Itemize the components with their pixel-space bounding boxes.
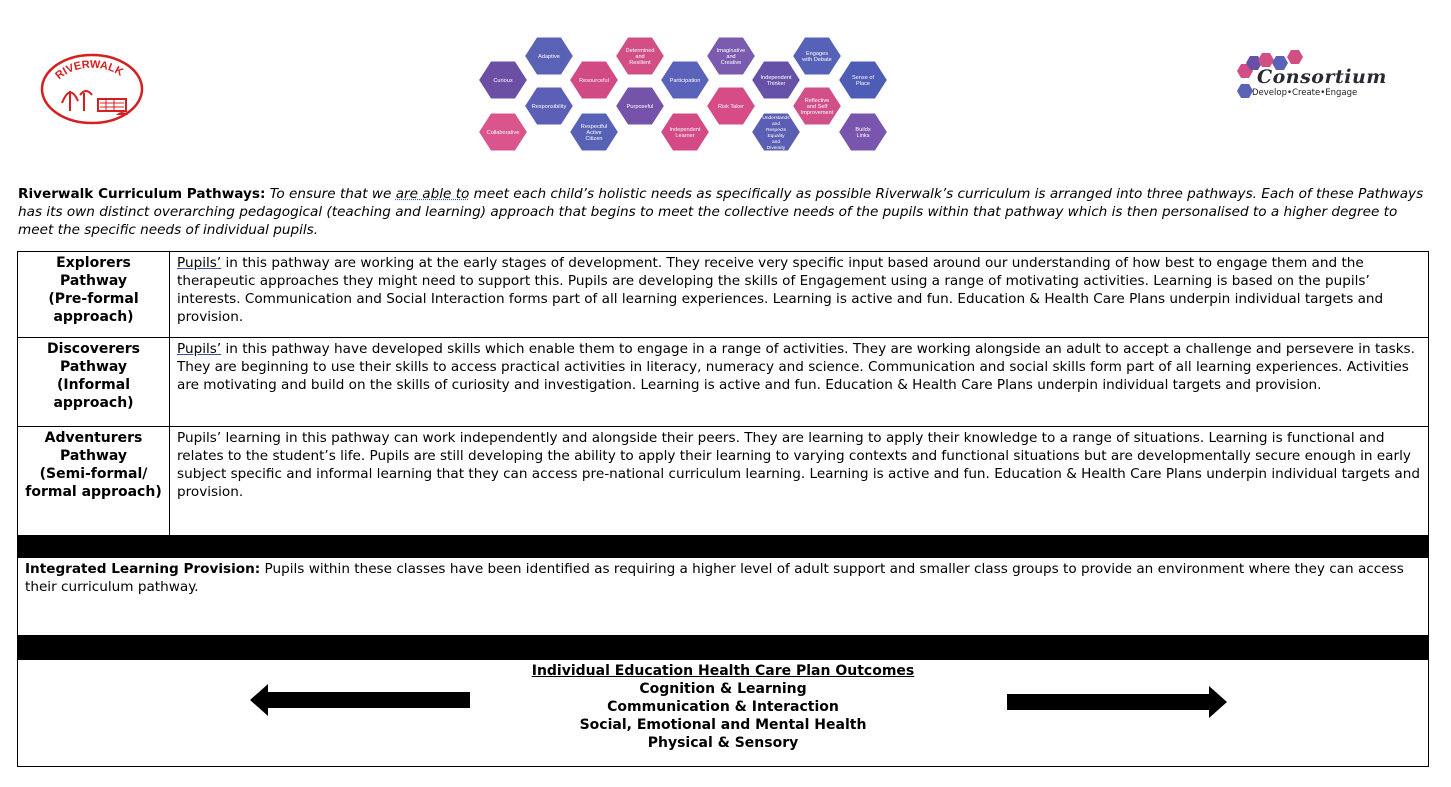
value-hexagon-label: and	[771, 122, 781, 127]
value-hexagon	[478, 113, 528, 152]
value-hexagon	[792, 37, 842, 76]
value-hexagon-label: Respects	[766, 128, 786, 133]
value-hexagon	[615, 37, 665, 76]
value-hexagon-label: Thinker	[766, 81, 786, 87]
value-hexagon-label: and	[635, 54, 645, 60]
pathway-description: Pupils’ in this pathway have developed skills which enable them to engage in a range of activities. They are working alongside an adult to accept a challenge and persevere in tasks. They are beginning to use their skills to access practical activities in literacy, numeracy and science. Communication and social skills form part of all learning experiences. Activities are motivating and build on the skills of curiosity and investigation. Learning is active and fun. Education & Health Care Plans underpin individual targets and provision.	[177, 341, 1415, 393]
value-hexagon-label: Resourceful	[579, 78, 609, 84]
consortium-tagline: Develop•Create•Engage	[1252, 88, 1358, 98]
outcome-item: Social, Emotional and Mental Health	[579, 717, 867, 733]
outcome-item: Physical & Sensory	[647, 735, 799, 751]
value-hexagon	[478, 61, 528, 100]
value-hexagon	[838, 61, 888, 100]
value-hexagon	[838, 113, 888, 152]
pathway-label: Explorers Pathway (Pre-formal approach)	[18, 252, 170, 337]
outcome-item: Cognition & Learning	[639, 681, 807, 697]
value-hexagon-label: Understands	[762, 116, 790, 121]
value-hexagon-label: Determined	[625, 48, 655, 54]
consortium-logo	[1232, 50, 1387, 102]
value-hexagon-label: Adaptive	[538, 54, 560, 60]
value-hexagon-label: and	[771, 140, 781, 145]
intro-text-1: To ensure that we	[265, 186, 396, 202]
value-hexagon-label: Engages	[805, 51, 829, 57]
pathway-row-explorers	[18, 252, 1428, 338]
value-hexagon-label: and	[726, 54, 736, 60]
riverwalk-logo-text: RIVERWALK	[53, 58, 126, 83]
value-hexagon	[751, 113, 801, 152]
value-hexagon-label: Builds	[855, 127, 871, 133]
pathways-table	[17, 251, 1429, 767]
pathway-row-discoverers	[18, 338, 1428, 427]
value-hexagon	[792, 87, 842, 126]
value-hexagon-label: Respectful	[580, 124, 608, 130]
value-hexagon	[660, 113, 710, 152]
value-hexagon-label: Place	[856, 81, 870, 87]
value-hexagon-label: Responsibility	[531, 104, 567, 110]
value-hexagon-label: Independent	[669, 127, 701, 133]
value-hexagon-label: Creative	[720, 60, 742, 66]
consortium-wordmark: Consortium	[1257, 66, 1387, 88]
ilp-heading: Integrated Learning Provision:	[25, 561, 261, 577]
value-hexagon-label: Independent	[760, 75, 792, 81]
intro-heading: Riverwalk Curriculum Pathways:	[18, 186, 266, 202]
intro-underlined: are able to	[395, 186, 470, 202]
value-hexagon-label: Sense of	[851, 75, 875, 81]
value-hexagon-label: Improvement	[800, 110, 834, 116]
value-hexagon	[615, 87, 665, 126]
integrated-learning-provision	[18, 554, 1428, 636]
outcomes-title: Individual Education Health Care Plan Outcomes	[531, 663, 915, 679]
value-hexagon	[569, 113, 619, 152]
value-hexagon	[524, 37, 574, 76]
value-hexagon-label: Curious	[493, 78, 513, 84]
value-hexagon	[524, 87, 574, 126]
value-hexagon-label: Active	[586, 130, 602, 136]
value-hexagon-label: Purposeful	[626, 104, 654, 110]
value-hexagon-label: Participation	[669, 78, 701, 84]
pathway-description: Pupils’ learning in this pathway can work independently and alongside their peers. They are learning to apply their knowledge to a range of situations. Learning is functional and relates to the student’s life. Pupils are still developing the ability to apply their learning to varying contexts and functional situations but are developmentally secure enough in early subject specific and informal learning that they can access pre-national curriculum learning. Learning is active and fun. Education & Health Care Plans underpin individual targets and provision.	[177, 430, 1420, 500]
left-arrow-icon	[250, 684, 472, 716]
value-hexagon-label: Learner	[675, 133, 695, 139]
divider-bar	[18, 636, 1428, 660]
value-hexagon	[706, 37, 756, 76]
values-hexagon-banner	[470, 30, 890, 160]
value-hexagon-label: Resilient	[629, 60, 651, 66]
value-hexagon-label: and Self	[806, 104, 828, 110]
outcome-item: Communication & Interaction	[607, 699, 839, 715]
value-hexagon-label: Reflective	[804, 98, 830, 104]
logo-hexagon-icon	[1287, 50, 1303, 64]
pathway-description: Pupils’ in this pathway are working at the early stages of development. They receive very specific input based around our understanding of how best to engage them and the therapeutic approaches they might need to support this. Pupils are developing the skills of Engagement using a range of motivating activities. Learning is based on the pupils’ interests. Communication and Social Interaction forms part of all learning experiences. Learning is active and fun. Education & Health Care Plans underpin individual targets and provision.	[177, 255, 1384, 325]
logo-hexagon-icon	[1237, 84, 1253, 98]
ilp-text: Pupils within these classes have been identified as requiring a higher level of adult support and smaller class groups to provide an environment where they can access their curriculum pathway.	[25, 561, 1404, 595]
value-hexagon	[569, 61, 619, 100]
value-hexagon-label: Links	[856, 133, 870, 139]
value-hexagon-label: Citizen	[585, 136, 603, 142]
intro-text-2: meet each child’s holistic needs as specifically as possible Riverwalk’s curriculum is arranged into three pathways. Each of these Pathways has its own distinct overarching pedagogical (teaching and learning) approach that begins to meet the collective needs of the pupils within that pathway which is then personalised to a higher degree to meet the specific needs of individual pupils.	[18, 186, 1424, 238]
value-hexagon-label: Risk Taker	[717, 104, 745, 110]
intro-paragraph	[18, 185, 1430, 239]
value-hexagon-label: Equality	[767, 134, 785, 139]
value-hexagon-label: Collaborative	[486, 130, 520, 136]
value-hexagon	[751, 61, 801, 100]
value-hexagon-label: Diversity	[766, 146, 786, 151]
pathway-label: Discoverers Pathway (Informal approach)	[18, 338, 170, 426]
right-arrow-icon	[1007, 686, 1229, 718]
riverwalk-logo	[40, 53, 144, 125]
pathway-label: Adventurers Pathway (Semi-formal/ formal approach)	[18, 427, 170, 535]
value-hexagon-label: with Debate	[802, 57, 832, 63]
value-hexagon	[660, 61, 710, 100]
value-hexagon	[706, 87, 756, 126]
pathway-row-adventurers	[18, 427, 1428, 536]
value-hexagon-label: Imaginative	[716, 48, 746, 54]
